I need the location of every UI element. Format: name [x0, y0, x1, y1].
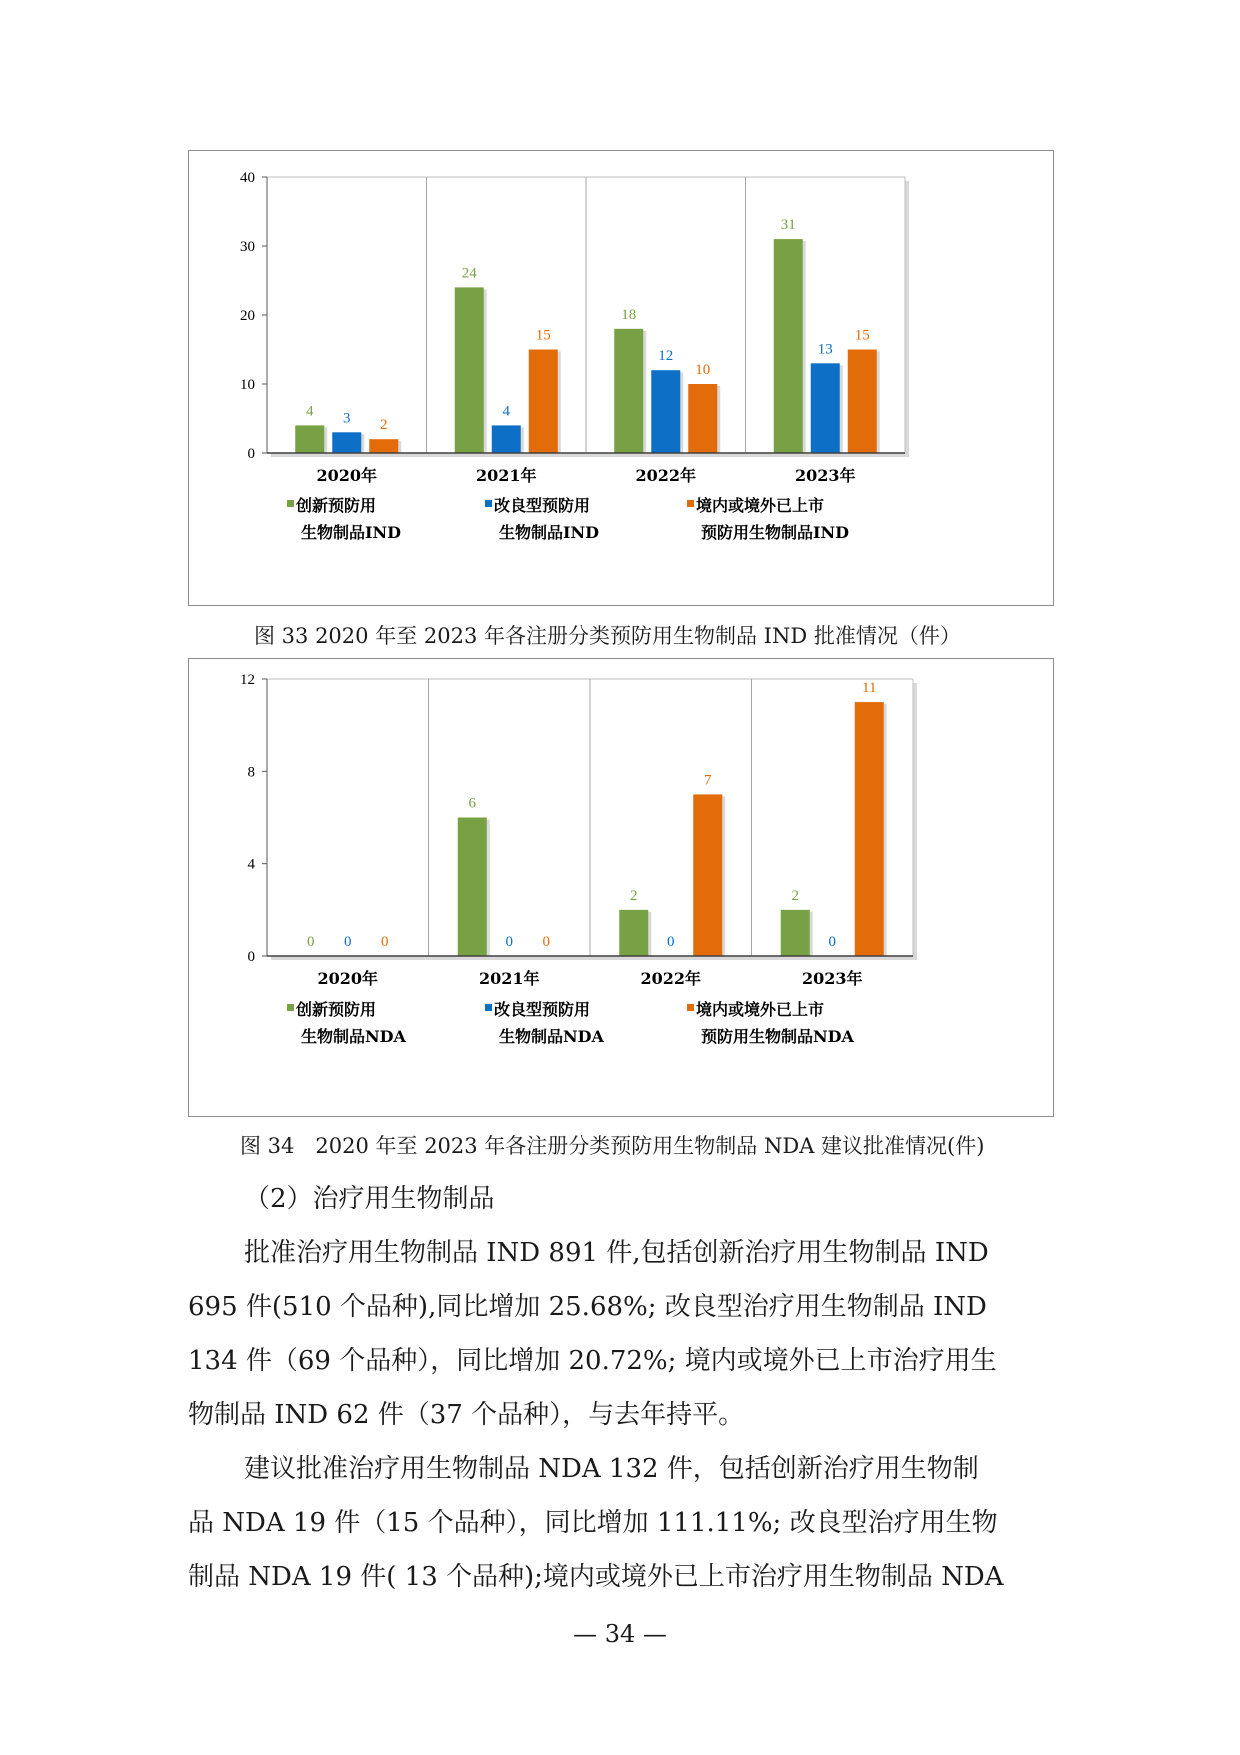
bar	[811, 363, 840, 453]
paragraph-nda	[188, 1442, 1054, 1604]
paragraph-line: 134 件（69 个品种），同比增加 20.72%; 境内或境外已上市治疗用生	[188, 1346, 997, 1376]
x-tick-label: 2020年	[316, 466, 378, 485]
bar	[295, 425, 324, 453]
legend-label: 生物制品NDA	[301, 1027, 406, 1046]
x-tick-label: 2020年	[317, 969, 379, 988]
bar	[651, 370, 680, 453]
legend-swatch	[485, 500, 492, 507]
y-tick-label: 12	[240, 672, 255, 688]
x-tick-label: 2023年	[801, 969, 863, 988]
data-label: 2	[791, 887, 799, 904]
bar	[458, 818, 487, 957]
data-label: 0	[505, 934, 513, 950]
data-label: 0	[667, 934, 675, 950]
y-tick-label: 0	[247, 949, 255, 965]
data-label: 0	[381, 934, 389, 950]
data-label: 12	[658, 348, 674, 365]
data-label: 2	[630, 887, 638, 904]
bar	[492, 425, 521, 453]
bar	[855, 702, 884, 956]
legend-swatch	[485, 1004, 492, 1011]
x-tick-label: 2023年	[794, 466, 856, 485]
data-label: 31	[780, 217, 796, 234]
legend-swatch	[287, 1004, 294, 1011]
legend-label: 改良型预防用	[494, 1000, 591, 1019]
figure-33-caption: 图 33 2020 年至 2023 年各注册分类预防用生物制品 IND 批准情况（件）	[254, 624, 961, 648]
data-label: 4	[502, 403, 510, 420]
bar	[369, 439, 398, 453]
y-tick-label: 10	[240, 377, 255, 393]
bar	[781, 910, 810, 956]
legend-swatch	[687, 1004, 694, 1011]
data-label: 4	[306, 403, 314, 420]
legend-label: 生物制品IND	[499, 523, 599, 542]
data-label: 24	[461, 265, 477, 282]
legend-label: 创新预防用	[296, 1000, 377, 1019]
y-tick-label: 30	[240, 239, 255, 255]
legend-label: 预防用生物制品IND	[701, 523, 849, 542]
bar	[529, 350, 558, 454]
legend-label: 生物制品NDA	[499, 1027, 604, 1046]
data-label: 10	[695, 362, 711, 378]
data-label: 11	[862, 680, 877, 697]
section-heading: （2）治疗用生物制品	[244, 1184, 495, 1214]
bar	[774, 239, 803, 453]
paragraph-line: 695 件(510 个品种),同比增加 25.68%; 改良型治疗用生物制品 IND	[188, 1292, 987, 1322]
legend-label: 境内或境外已上市	[696, 1000, 825, 1019]
data-label: 0	[344, 934, 352, 950]
bar	[614, 329, 643, 453]
paragraph-line: 批准治疗用生物制品 IND 891 件,包括创新治疗用生物制品 IND	[244, 1238, 989, 1268]
paragraph-line: 建议批准治疗用生物制品 NDA 132 件，包括创新治疗用生物制	[244, 1454, 979, 1484]
y-tick-label: 0	[247, 446, 255, 462]
y-tick-label: 8	[247, 764, 255, 781]
data-label: 3	[343, 410, 351, 427]
ind-bar-chart	[189, 151, 1053, 605]
legend-label: 生物制品IND	[301, 523, 401, 542]
bar	[455, 287, 484, 453]
bar	[693, 794, 722, 956]
data-label: 18	[621, 306, 637, 323]
paragraph-line: 物制品 IND 62 件（37 个品种），与去年持平。	[188, 1400, 745, 1430]
legend-swatch	[687, 500, 694, 507]
y-tick-label: 40	[240, 170, 255, 186]
data-label: 2	[380, 417, 388, 434]
paragraph-ind	[188, 1226, 1054, 1442]
nda-chart-box	[188, 658, 1054, 1117]
legend-label: 预防用生物制品NDA	[701, 1027, 854, 1046]
bar	[848, 350, 877, 454]
x-tick-label: 2022年	[640, 969, 702, 988]
y-tick-label: 20	[240, 308, 255, 324]
x-tick-label: 2021年	[478, 969, 540, 988]
ind-chart-box	[188, 150, 1054, 606]
legend-swatch	[287, 500, 294, 507]
legend-label: 改良型预防用	[494, 496, 591, 515]
data-label: 0	[307, 934, 315, 950]
nda-bar-chart	[189, 659, 1053, 1116]
x-tick-label: 2022年	[635, 466, 697, 485]
bar	[332, 432, 361, 453]
bar	[688, 384, 717, 453]
data-label: 0	[828, 934, 836, 950]
figure-34-caption: 图 34 2020 年至 2023 年各注册分类预防用生物制品 NDA 建议批准情况(件)	[240, 1134, 985, 1158]
legend-label: 创新预防用	[296, 496, 377, 515]
data-label: 6	[468, 795, 476, 812]
y-tick-label: 4	[247, 856, 255, 873]
paragraph-line: 制品 NDA 19 件( 13 个品种);境内或境外已上市治疗用生物制品 NDA	[188, 1562, 1004, 1592]
data-label: 13	[817, 341, 833, 358]
bar	[619, 910, 648, 956]
data-label: 7	[704, 772, 712, 789]
x-tick-label: 2021年	[475, 466, 537, 485]
legend-label: 境内或境外已上市	[696, 496, 825, 515]
data-label: 0	[542, 934, 550, 950]
paragraph-line: 品 NDA 19 件（15 个品种），同比增加 111.11%; 改良型治疗用生物	[188, 1508, 998, 1538]
data-label: 15	[854, 327, 870, 344]
data-label: 15	[535, 327, 551, 344]
page-number: — 34 —	[573, 1620, 667, 1648]
